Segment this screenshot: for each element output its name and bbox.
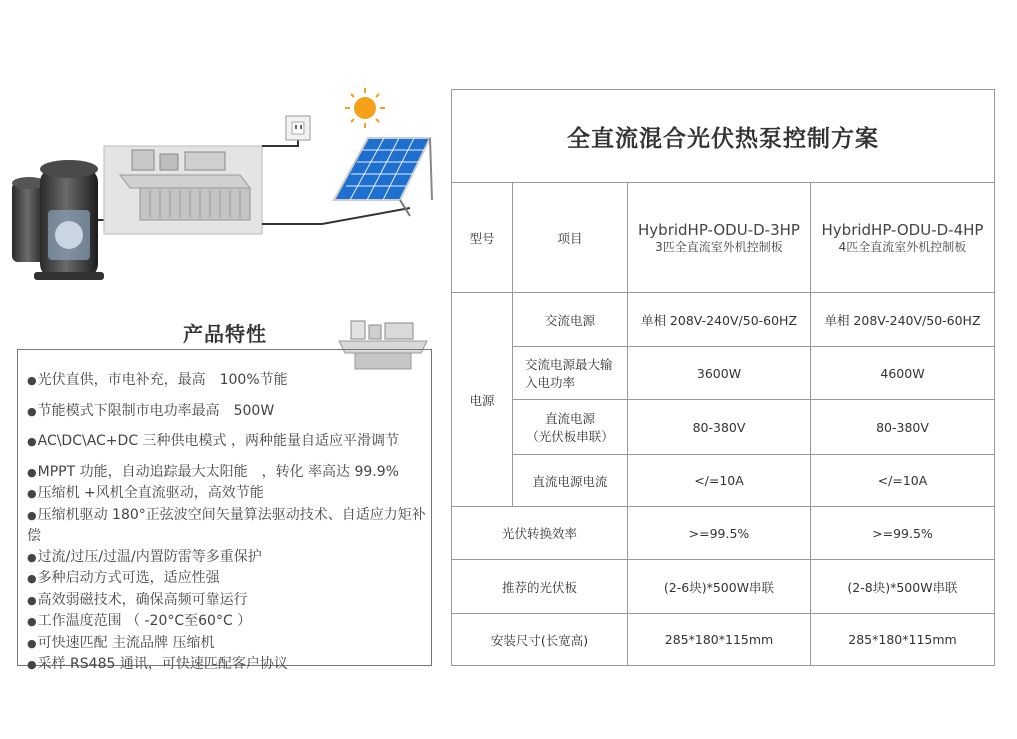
feature-item: ● 采样 RS485 通讯，可快速匹配客户协议 [27,654,427,676]
power-outlet-icon [286,116,310,140]
row-value-3hp: </=10A [628,455,811,507]
model-4hp-name: HybridHP-ODU-D-4HP [821,220,984,239]
item-label: 项目 [513,183,628,293]
feature-item: ● 压缩机驱动 180°正弦波空间矢量算法驱动技术、自适应力矩补偿 [27,505,427,547]
spec-table [451,89,995,666]
model-4hp-cell [811,183,995,293]
features-list [27,370,427,676]
model-3hp-desc: 3匹全直流室外机控制板 [655,239,783,254]
sun-icon [345,88,385,128]
feature-item: ● 高效弱磁技术，确保高频可靠运行 [27,590,427,612]
table-row [452,293,995,347]
feature-item: ● 过流/过压/过温/内置防雷等多重保护 [27,547,427,569]
table-row [452,560,995,614]
solar-panel-image [334,138,432,216]
feature-item: ● 工作温度范围 （ -20°C至60°C ） [27,611,427,633]
table-row [452,507,995,560]
row-value-3hp: >=99.5% [628,507,811,560]
features-title: 产品特性 [183,322,267,346]
row-label: 直流电源 （光伏板串联） [513,400,628,455]
row-value-4hp: 80-380V [811,400,995,455]
row-label: 安装尺寸(长宽高) [452,614,628,666]
feature-item: ● 压缩机 +风机全直流驱动，高效节能 [27,483,427,505]
model-label: 型号 [452,183,513,293]
feature-item: ● MPPT 功能，自动追踪最大太阳能 ，转化 率高达 99.9% [27,462,427,484]
features-panel [17,349,432,672]
table-row [452,614,995,666]
row-value-4hp: 4600W [811,347,995,400]
row-value-4hp: (2-8块)*500W串联 [811,560,995,614]
row-value-3hp: 3600W [628,347,811,400]
feature-item: ● 可快速匹配 主流品牌 压缩机 [27,633,427,655]
row-label: 直流电源电流 [513,455,628,507]
feature-item: ● 多种启动方式可选，适应性强 [27,568,427,590]
controller-image [104,146,262,234]
row-label: 交流电源最大输入电功率 [513,347,628,400]
model-3hp-cell [628,183,811,293]
table-row [452,400,995,455]
model-3hp-name: HybridHP-ODU-D-3HP [638,220,800,239]
row-value-3hp: 80-380V [628,400,811,455]
system-illustration [0,80,450,300]
feature-item: ● 光伏直供，市电补充，最高 100%节能 [27,370,427,392]
row-label: 推荐的光伏板 [452,560,628,614]
spec-title: 全直流混合光伏热泵控制方案 [452,90,995,183]
table-row [452,455,995,507]
row-label: 光伏转换效率 [452,507,628,560]
feature-item: ● 节能模式下限制市电功率最高 500W [27,401,427,423]
table-row [452,347,995,400]
compressor-image [12,160,104,280]
power-group-label: 电源 [452,293,513,507]
model-4hp-desc: 4匹全直流室外机控制板 [838,239,967,254]
row-label: 交流电源 [513,293,628,347]
row-value-4hp: 285*180*115mm [811,614,995,666]
row-value-4hp: </=10A [811,455,995,507]
row-value-3hp: (2-6块)*500W串联 [628,560,811,614]
row-value-4hp: >=99.5% [811,507,995,560]
row-value-3hp: 单相 208V-240V/50-60HZ [628,293,811,347]
row-value-3hp: 285*180*115mm [628,614,811,666]
row-value-4hp: 单相 208V-240V/50-60HZ [811,293,995,347]
feature-item: ● AC\DC\AC+DC 三种供电模式 ，两种能量自适应平滑调节 [27,431,427,453]
